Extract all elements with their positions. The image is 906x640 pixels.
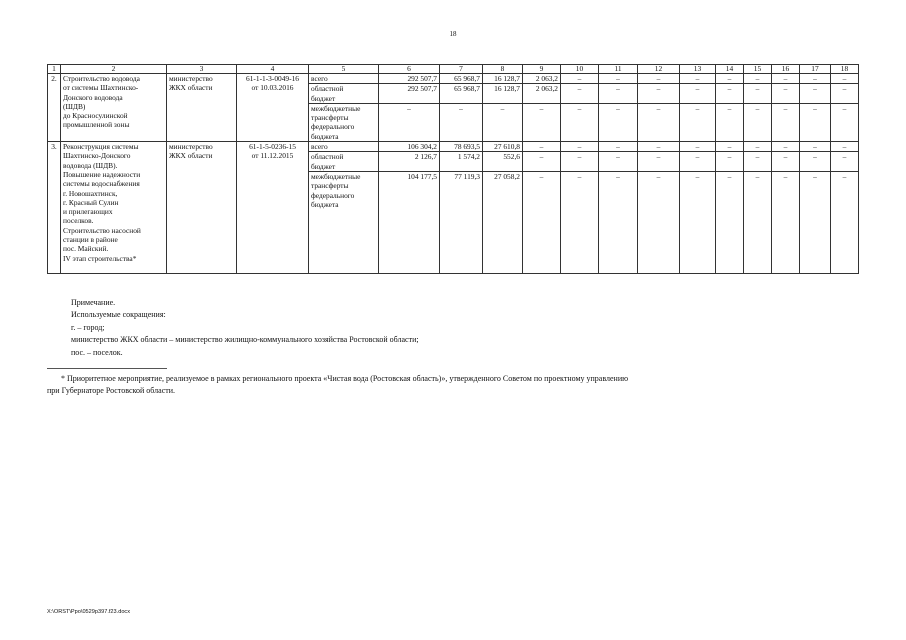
value-cell: – [831, 152, 859, 172]
header-cell: 6 [379, 65, 440, 74]
funding-source-cell [309, 152, 379, 172]
value-cell: – [638, 142, 680, 152]
cell-line: г. Красный Сулин [63, 197, 119, 207]
value-cell: – [800, 84, 831, 104]
header-cell: 16 [772, 65, 800, 74]
value-cell: – [800, 74, 831, 84]
row-number-cell: 3. [48, 142, 61, 274]
value-cell: 77 119,3 [440, 171, 483, 273]
value-cell: – [772, 152, 800, 172]
cell-line: всего [311, 74, 328, 83]
table-row [48, 142, 859, 152]
value-cell: – [800, 152, 831, 172]
value-cell: 106 304,2 [379, 142, 440, 152]
value-cell: – [483, 103, 523, 141]
value-cell: – [772, 74, 800, 84]
header-cell: 13 [680, 65, 716, 74]
value-cell: – [680, 103, 716, 141]
value-cell: – [716, 152, 744, 172]
cell-line: ЖКХ области [169, 151, 213, 161]
cell-line: бюджета [311, 131, 339, 141]
cell-line: от системы Шахтинско- [63, 83, 139, 93]
value-cell: – [599, 74, 638, 84]
value-cell: 2 063,2 [523, 84, 561, 104]
value-cell: – [680, 74, 716, 84]
cell-line: IV этап строительства* [63, 253, 137, 263]
header-cell: 17 [800, 65, 831, 74]
value-cell: – [561, 103, 599, 141]
cell-line: бюджет [311, 93, 336, 103]
cell-line: от 10.03.2016 [251, 83, 294, 93]
cell-line: (ШДВ) [63, 101, 86, 111]
header-cell: 7 [440, 65, 483, 74]
cell-line: станции в районе [63, 235, 118, 245]
value-cell: – [599, 152, 638, 172]
footnote-text-1: * Приоритетное мероприятие, реализуемое в рамках регионального проекта «Чистая вода (Ростовская область)», утвержденного Советом по проектному управлению [61, 374, 629, 383]
value-cell: – [638, 103, 680, 141]
value-cell: 27 058,2 [483, 171, 523, 273]
cell-line: системы водоснабжения [63, 179, 140, 189]
value-cell: – [744, 171, 772, 273]
footnote-text-2: при Губернаторе Ростовской области. [47, 385, 176, 395]
cell-line: 61-1-1-3-0049-16 [246, 74, 299, 83]
value-cell: – [800, 103, 831, 141]
registration-cell [237, 142, 309, 274]
value-cell: – [599, 142, 638, 152]
value-cell: – [638, 74, 680, 84]
funding-source-cell [309, 103, 379, 141]
value-cell: – [716, 103, 744, 141]
cell-line: Донского водовода [63, 92, 123, 102]
cell-line: 61-1-5-0236-15 [249, 142, 296, 152]
value-cell: – [800, 142, 831, 152]
header-cell: 11 [599, 65, 638, 74]
value-cell: – [716, 74, 744, 84]
executor-cell [167, 142, 237, 274]
value-cell: – [440, 103, 483, 141]
cell-line: ЖКХ области [169, 83, 213, 93]
header-cell: 1 [48, 65, 61, 74]
header-cell: 2 [61, 65, 167, 74]
cell-line: промышленной зоны [63, 120, 130, 130]
value-cell: – [831, 171, 859, 273]
header-cell: 18 [831, 65, 859, 74]
row-number-cell: 2. [48, 74, 61, 142]
header-cell: 10 [561, 65, 599, 74]
cell-line: министерство [169, 74, 213, 83]
value-cell: – [772, 84, 800, 104]
value-cell: 2 063,2 [523, 74, 561, 84]
cell-line: Строительство водовода [63, 74, 140, 83]
value-cell: – [638, 171, 680, 273]
budget-table [47, 64, 859, 274]
cell-line: трансферты [311, 113, 349, 123]
value-cell: – [599, 103, 638, 141]
cell-line: бюджет [311, 161, 336, 171]
funding-source-cell [309, 171, 379, 273]
value-cell: – [744, 152, 772, 172]
cell-line: водовода (ШДВ). [63, 160, 118, 170]
value-cell: – [561, 74, 599, 84]
value-cell: – [680, 152, 716, 172]
cell-line: Шахтинско-Донского [63, 151, 131, 161]
executor-cell [167, 74, 237, 142]
value-cell: – [379, 103, 440, 141]
cell-line: федерального [311, 122, 355, 132]
page-number: 18 [449, 30, 457, 38]
cell-line: всего [311, 142, 328, 152]
cell-line: пос. Майский. [63, 244, 109, 254]
value-cell: – [772, 171, 800, 273]
registration-cell [237, 74, 309, 142]
value-cell: 65 968,7 [440, 84, 483, 104]
value-cell: 292 507,7 [379, 74, 440, 84]
value-cell: – [716, 171, 744, 273]
value-cell: – [680, 171, 716, 273]
value-cell: 16 128,7 [483, 84, 523, 104]
value-cell: 78 693,5 [440, 142, 483, 152]
notes-line: г. – город; [71, 322, 105, 332]
header-cell: 9 [523, 65, 561, 74]
notes-title: Примечание. [71, 298, 116, 307]
value-cell: 65 968,7 [440, 74, 483, 84]
cell-line: межбюджетные [311, 171, 361, 181]
cell-line: до Красносулинской [63, 111, 128, 121]
notes-block [71, 297, 419, 359]
value-cell: – [599, 84, 638, 104]
value-cell: – [523, 103, 561, 141]
table-header-row [48, 65, 859, 74]
value-cell: – [800, 171, 831, 273]
value-cell: – [744, 74, 772, 84]
value-cell: – [523, 171, 561, 273]
cell-line: и прилегающих [63, 207, 113, 217]
funding-source-cell [309, 74, 379, 84]
value-cell: 2 126,7 [379, 152, 440, 172]
value-cell: – [831, 103, 859, 141]
value-cell: 16 128,7 [483, 74, 523, 84]
event-name-cell [61, 142, 167, 274]
value-cell: – [744, 103, 772, 141]
header-cell: 15 [744, 65, 772, 74]
header-cell: 8 [483, 65, 523, 74]
header-cell: 3 [167, 65, 237, 74]
header-cell: 14 [716, 65, 744, 74]
funding-source-cell [309, 142, 379, 152]
header-cell: 4 [237, 65, 309, 74]
funding-source-cell [309, 84, 379, 104]
value-cell: – [523, 142, 561, 152]
value-cell: – [523, 152, 561, 172]
value-cell: – [561, 152, 599, 172]
notes-line: министерство ЖКХ области – министерство жилищно-коммунального хозяйства Ростовской области; [71, 335, 419, 345]
value-cell: – [561, 142, 599, 152]
cell-line: министерство [169, 142, 213, 152]
value-cell: – [744, 142, 772, 152]
header-cell: 5 [309, 65, 379, 74]
header-cell: 12 [638, 65, 680, 74]
value-cell: – [638, 152, 680, 172]
value-cell: – [831, 142, 859, 152]
cell-line: от 11.12.2015 [251, 151, 294, 161]
cell-line: поселков. [63, 216, 94, 226]
footnote [47, 373, 862, 396]
value-cell: – [772, 103, 800, 141]
value-cell: – [561, 84, 599, 104]
value-cell: – [716, 84, 744, 104]
value-cell: – [680, 84, 716, 104]
cell-line: Строительство насосной [63, 225, 141, 235]
file-path: X:\ORST\Ppo\0529p397.f23.docx [47, 609, 131, 615]
cell-line: г. Новошахтинск, [63, 188, 118, 198]
cell-line: Повышение надежности [63, 169, 141, 179]
value-cell: – [716, 142, 744, 152]
value-cell: – [831, 74, 859, 84]
value-cell: 27 610,8 [483, 142, 523, 152]
value-cell: – [831, 84, 859, 104]
value-cell: – [680, 142, 716, 152]
notes-line: пос. – поселок. [71, 347, 123, 357]
value-cell: 104 177,5 [379, 171, 440, 273]
value-cell: 292 507,7 [379, 84, 440, 104]
cell-line: межбюджетные [311, 103, 361, 113]
cell-line: бюджета [311, 199, 339, 209]
notes-line: Используемые сокращения: [71, 310, 166, 320]
cell-line: областной [311, 84, 344, 94]
footnote-separator [47, 368, 167, 369]
event-name-cell [61, 74, 167, 142]
cell-line: трансферты [311, 181, 349, 191]
value-cell: – [744, 84, 772, 104]
cell-line: областной [311, 152, 344, 162]
value-cell: – [599, 171, 638, 273]
value-cell: – [638, 84, 680, 104]
cell-line: федерального [311, 190, 355, 200]
cell-line: Реконструкция системы [63, 142, 139, 152]
value-cell: – [772, 142, 800, 152]
value-cell: 1 574,2 [440, 152, 483, 172]
value-cell: – [561, 171, 599, 273]
table-row [48, 74, 859, 84]
value-cell: 552,6 [483, 152, 523, 172]
